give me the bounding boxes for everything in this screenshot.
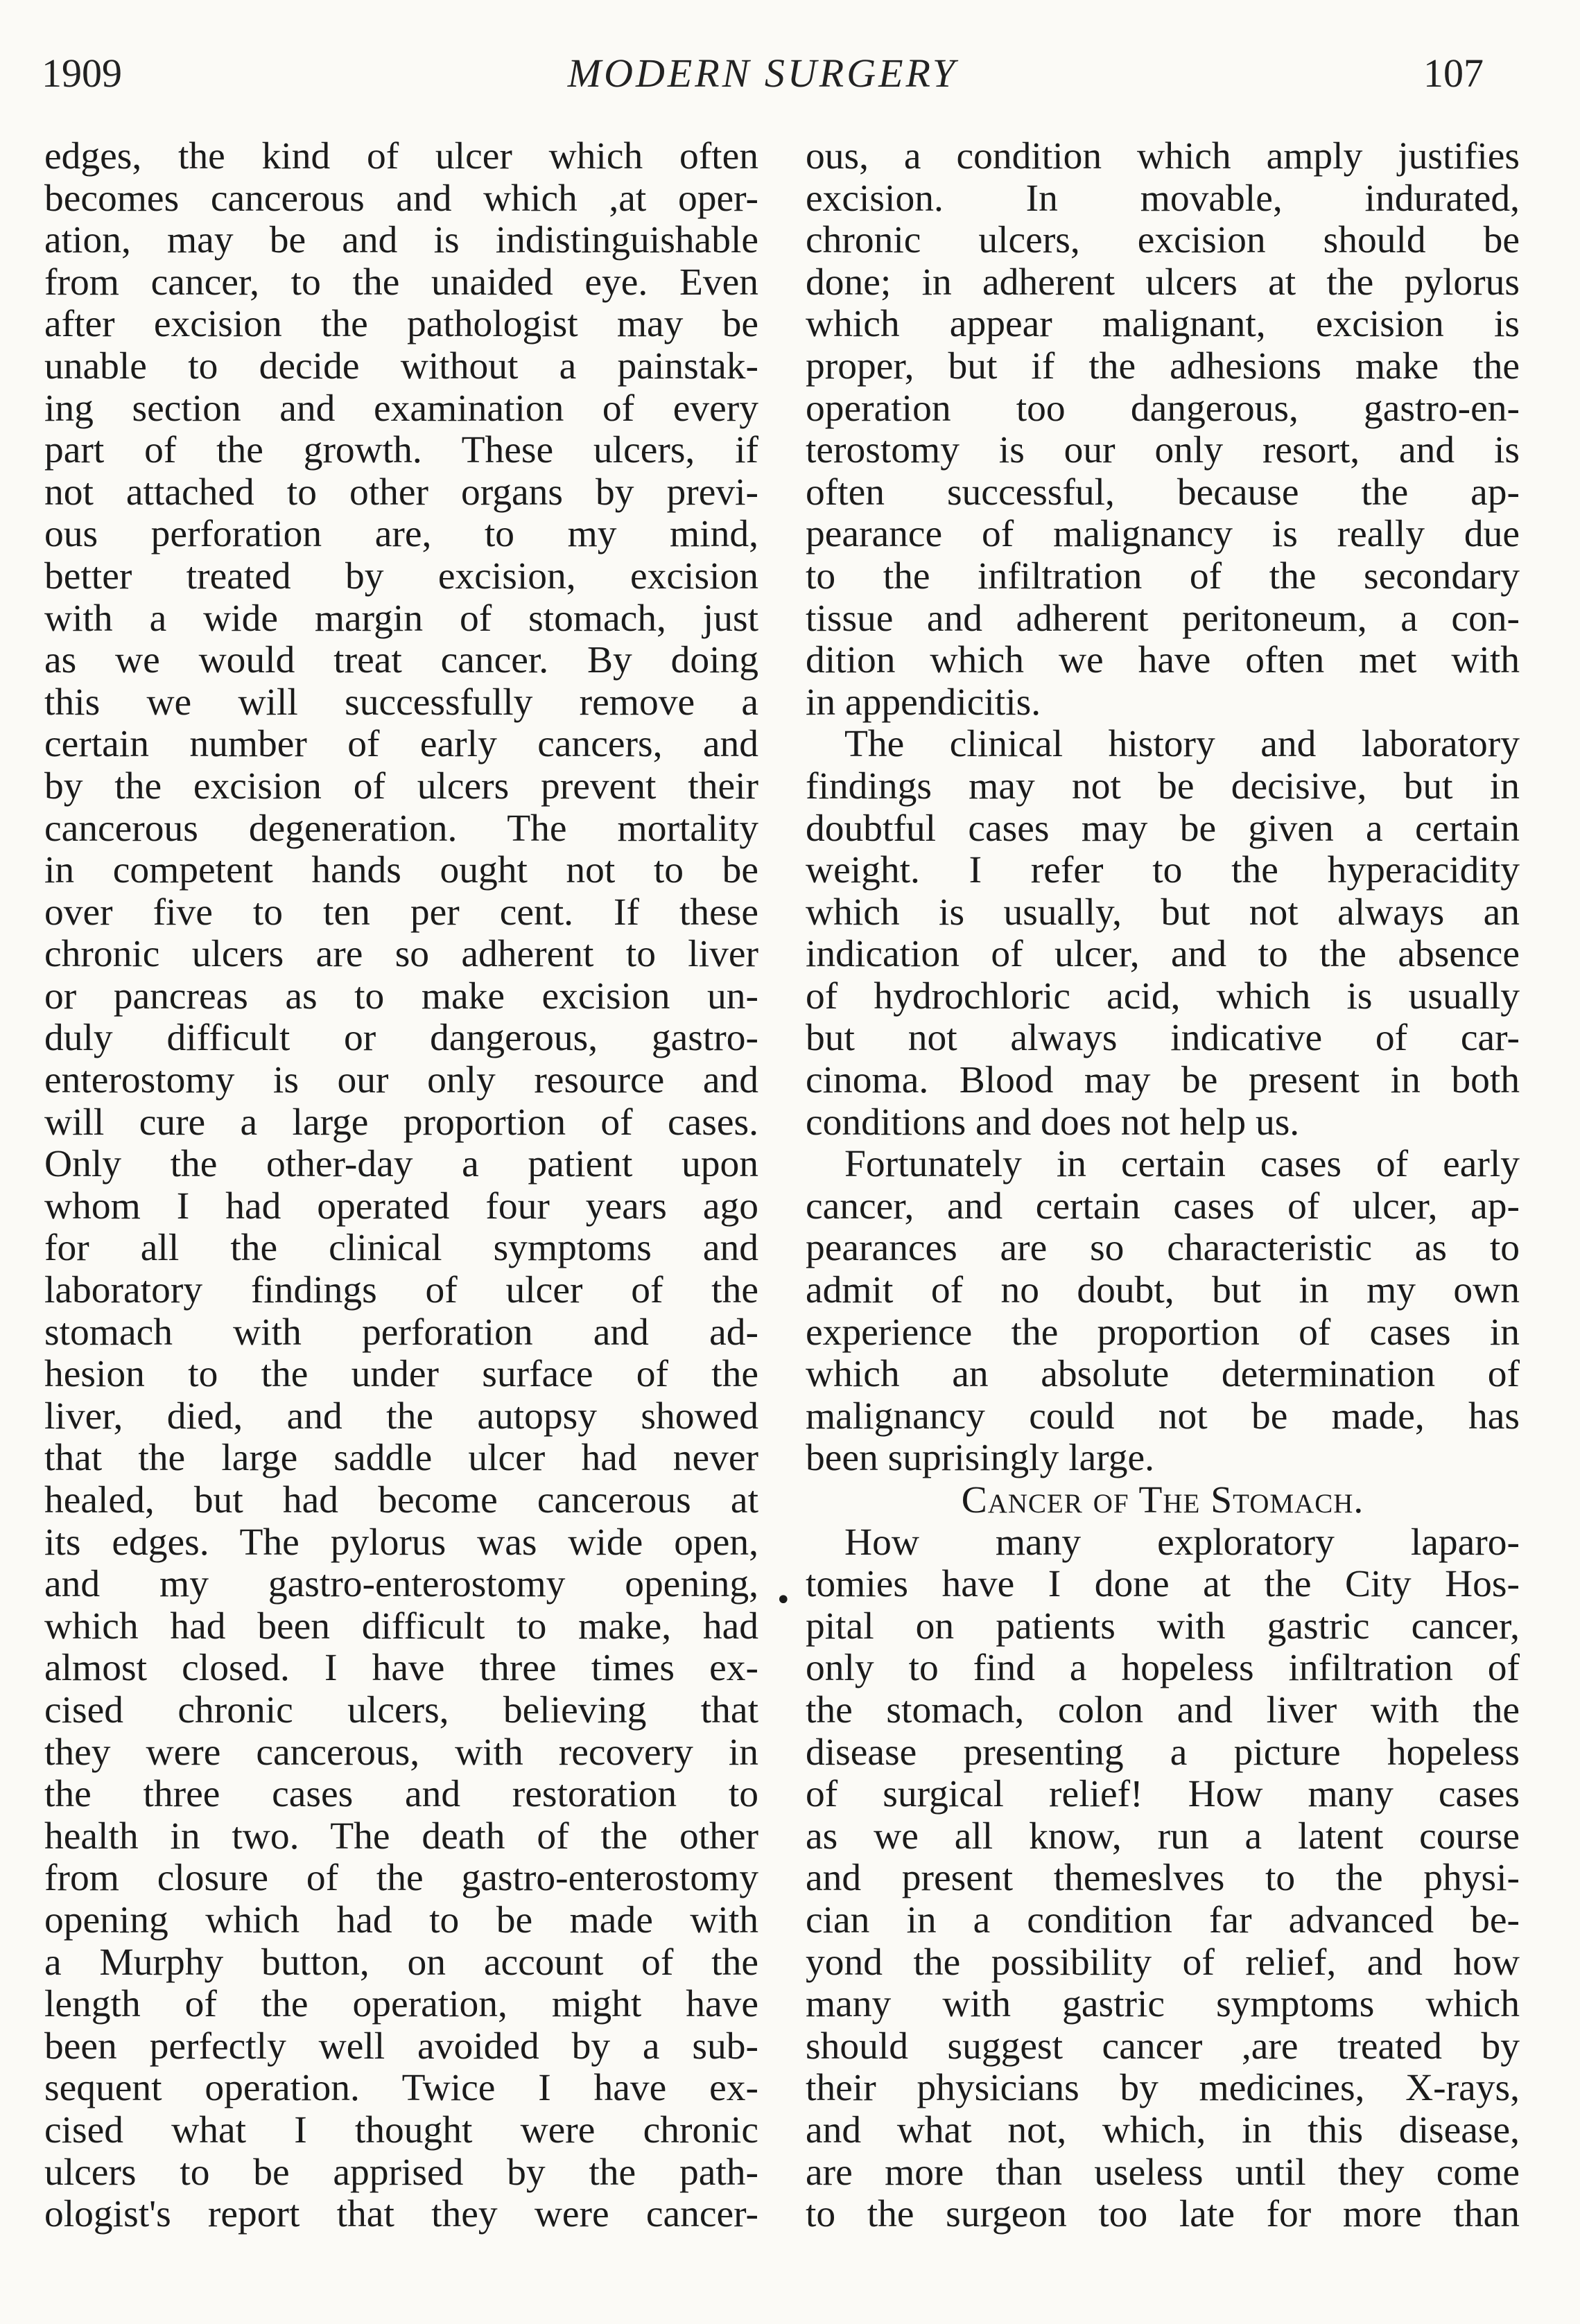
- text-line: for all the clinical symptoms and: [44, 1227, 758, 1270]
- text-line: pital on patients with gastric cancer,: [806, 1605, 1520, 1648]
- text-line: as we would treat cancer. By doing: [44, 639, 758, 682]
- text-line: been suprisingly large.: [806, 1437, 1154, 1480]
- section-heading: Cancer of The Stomach.: [961, 1479, 1364, 1521]
- text-line: opening which had to be made with: [44, 1898, 758, 1941]
- text-line: malignancy could not be made, has: [806, 1395, 1520, 1438]
- text-line: over five to ten per cent. If these: [44, 891, 758, 934]
- text-line: ologist's report that they were cancer-: [44, 2193, 758, 2236]
- text-line: indication of ulcer, and to the absence: [806, 933, 1520, 976]
- text-line: their physicians by medicines, X-rays,: [806, 2067, 1520, 2110]
- text-line: which is usually, but not always an: [806, 891, 1520, 934]
- text-line: pearance of malignancy is really due: [806, 513, 1520, 556]
- paragraph-1: [806, 136, 1520, 724]
- text-line: been perfectly well avoided by a sub-: [44, 2025, 758, 2068]
- text-line: or pancreas as to make excision un-: [44, 975, 758, 1017]
- right-column: [806, 136, 1520, 2236]
- text-line: edges, the kind of ulcer which often: [44, 135, 758, 177]
- text-line: operation too dangerous, gastro-en-: [806, 387, 1520, 430]
- running-header: [42, 50, 1484, 105]
- paragraph-3: [806, 1144, 1520, 1480]
- text-line: from closure of the gastro-enterostomy: [44, 1857, 758, 1900]
- text-line: its edges. The pylorus was wide open,: [44, 1521, 758, 1564]
- text-line: are more than useless until they come: [806, 2151, 1520, 2194]
- text-line: that the large saddle ulcer had never: [44, 1437, 758, 1480]
- text-line: terostomy is our only resort, and is: [806, 429, 1520, 472]
- text-line: to the surgeon too late for more than: [806, 2193, 1520, 2236]
- text-line: ous perforation are, to my mind,: [44, 513, 758, 556]
- text-line: pearances are so characteristic as to: [806, 1227, 1520, 1270]
- text-line: laboratory findings of ulcer of the: [44, 1269, 758, 1312]
- text-line: better treated by excision, excision: [44, 554, 758, 597]
- text-line: excision. In movable, indurated,: [806, 177, 1520, 220]
- text-line: certain number of early cancers, and: [44, 723, 758, 766]
- text-line: liver, died, and the autopsy showed: [44, 1395, 758, 1438]
- paragraph-4: [806, 1522, 1520, 2236]
- text-line: cancerous degeneration. The mortality: [44, 807, 758, 850]
- text-line: they were cancerous, with recovery in: [44, 1731, 758, 1774]
- text-line: the three cases and restoration to: [44, 1773, 758, 1816]
- text-line: which an absolute determination of: [806, 1353, 1520, 1396]
- text-line: stomach with perforation and ad-: [44, 1311, 758, 1354]
- text-line: sequent operation. Twice I have ex-: [44, 2067, 758, 2110]
- text-line: The clinical history and laboratory: [844, 723, 1520, 766]
- header-title: MODERN SURGERY: [567, 51, 958, 96]
- text-line: by the excision of ulcers prevent their: [44, 765, 758, 807]
- text-line: with a wide margin of stomach, just: [44, 597, 758, 640]
- text-line: ous, a condition which amply justifies: [806, 135, 1520, 177]
- text-line: ulcers to be apprised by the path-: [44, 2151, 758, 2194]
- text-line: healed, but had become cancerous at: [44, 1479, 758, 1521]
- text-line: chronic ulcers, excision should be: [806, 219, 1520, 262]
- text-line: in appendicitis.: [806, 681, 1041, 724]
- text-line: dition which we have often met with: [806, 639, 1520, 682]
- text-line: Only the other-day a patient upon: [44, 1143, 758, 1186]
- text-line: in competent hands ought not to be: [44, 849, 758, 892]
- text-line: duly difficult or dangerous, gastro-: [44, 1017, 758, 1060]
- text-line: a Murphy button, on account of the: [44, 1941, 758, 1984]
- text-line: admit of no doubt, but in my own: [806, 1269, 1520, 1312]
- margin-mark: •: [775, 1584, 792, 1616]
- text-line: cised chronic ulcers, believing that: [44, 1688, 758, 1731]
- text-line: will cure a large proportion of cases.: [44, 1101, 758, 1144]
- text-line: conditions and does not help us.: [806, 1101, 1300, 1144]
- text-line: enterostomy is our only resource and: [44, 1059, 758, 1102]
- text-line: tomies have I done at the City Hos-: [806, 1563, 1520, 1606]
- text-line: the stomach, colon and liver with the: [806, 1688, 1520, 1731]
- text-line: health in two. The death of the other: [44, 1815, 758, 1858]
- text-line: this we will successfully remove a: [44, 681, 758, 724]
- text-line: How many exploratory laparo-: [844, 1521, 1520, 1564]
- text-line: many with gastric symptoms which: [806, 1983, 1520, 2026]
- text-line: ation, may be and is indistinguishable: [44, 219, 758, 262]
- text-line: proper, but if the adhesions make the: [806, 344, 1520, 387]
- text-line: should suggest cancer ,are treated by: [806, 2025, 1520, 2068]
- text-line: and what not, which, in this disease,: [806, 2108, 1520, 2151]
- left-column: [44, 136, 758, 2236]
- text-line: and my gastro-enterostomy opening,: [44, 1563, 758, 1606]
- text-line: after excision the pathologist may be: [44, 303, 758, 346]
- text-line: almost closed. I have three times ex-: [44, 1647, 758, 1690]
- text-line: not attached to other organs by previ-: [44, 471, 758, 514]
- text-line: cised what I thought were chronic: [44, 2108, 758, 2151]
- text-line: and present themeslves to the physi-: [806, 1857, 1520, 1900]
- text-line: which had been difficult to make, had: [44, 1605, 758, 1648]
- text-line: tissue and adherent peritoneum, a con-: [806, 597, 1520, 640]
- text-line: unable to decide without a painstak-: [44, 344, 758, 387]
- text-line: disease presenting a picture hopeless: [806, 1731, 1520, 1774]
- page-number: 107: [1423, 51, 1484, 96]
- text-line: doubtful cases may be given a certain: [806, 807, 1520, 850]
- paragraph-2: [806, 724, 1520, 1144]
- text-line: cancer, and certain cases of ulcer, ap-: [806, 1185, 1520, 1227]
- text-line: experience the proportion of cases in: [806, 1311, 1520, 1354]
- text-line: done; in adherent ulcers at the pylorus: [806, 261, 1520, 304]
- text-line: yond the possibility of relief, and how: [806, 1941, 1520, 1984]
- text-line: cian in a condition far advanced be-: [806, 1898, 1520, 1941]
- text-line: often successful, because the ap-: [806, 471, 1520, 514]
- text-line: only to find a hopeless infiltration of: [806, 1647, 1520, 1690]
- text-line: becomes cancerous and which ,at oper-: [44, 177, 758, 220]
- text-line: to the infiltration of the secondary: [806, 554, 1520, 597]
- text-line: of hydrochloric acid, which is usually: [806, 975, 1520, 1017]
- text-line: Fortunately in certain cases of early: [844, 1143, 1520, 1186]
- text-line: whom I had operated four years ago: [44, 1185, 758, 1227]
- text-line: length of the operation, might have: [44, 1983, 758, 2026]
- text-line: of surgical relief! How many cases: [806, 1773, 1520, 1816]
- text-line: from cancer, to the unaided eye. Even: [44, 261, 758, 304]
- text-line: but not always indicative of car-: [806, 1017, 1520, 1060]
- text-line: ing section and examination of every: [44, 387, 758, 430]
- text-line: hesion to the under surface of the: [44, 1353, 758, 1396]
- text-line: cinoma. Blood may be present in both: [806, 1059, 1520, 1102]
- text-line: as we all know, run a latent course: [806, 1815, 1520, 1858]
- text-line: findings may not be decisive, but in: [806, 765, 1520, 807]
- text-line: weight. I refer to the hyperacidity: [806, 849, 1520, 892]
- header-year: 1909: [42, 51, 122, 96]
- text-line: chronic ulcers are so adherent to liver: [44, 933, 758, 976]
- text-line: which appear malignant, excision is: [806, 303, 1520, 346]
- text-line: part of the growth. These ulcers, if: [44, 429, 758, 472]
